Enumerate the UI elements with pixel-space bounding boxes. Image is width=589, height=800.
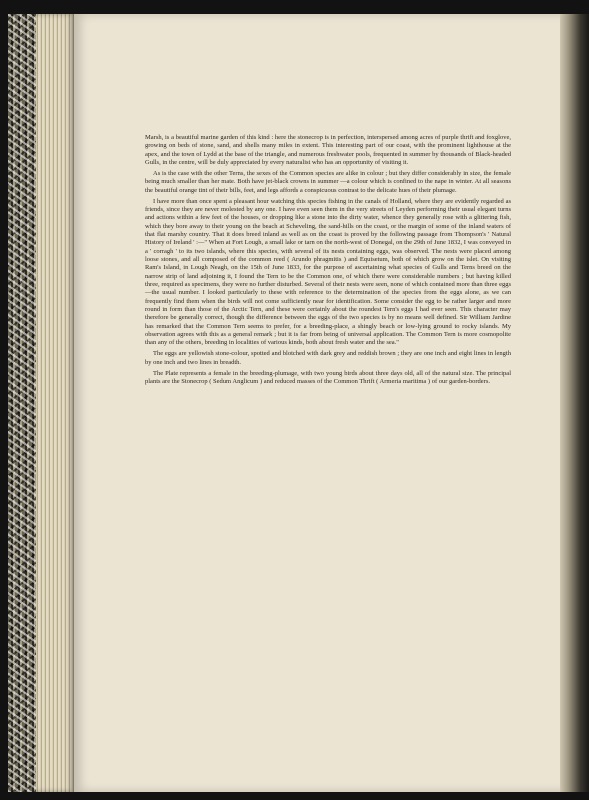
paragraph-1: Marsh, is a beautiful marine garden of this kind : here the stonecrop is in perfection, interspersed among acres of purple thrift and foxglove, growing on beds of stone, sand, and shells many miles in extent. This interesting part of our coast, with the prominent lighthouse at the apex, and the town of Lydd at the base of the triangle, and numerous freshwater pools, frequented in summer by thousands of Black-headed Gulls, in the centre, will be duly appreciated by every naturalist who has an opportunity of visiting it.	[145, 134, 511, 167]
paragraph-5: The Plate represents a female in the breeding-plumage, with two young birds about three days old, all of the natural size. The principal plants are the Stonecrop ( Sedum Anglicum ) and reduced masses of the Common Thrift ( Armeria maritima ) of our garden-borders.	[145, 369, 511, 385]
marbled-endpaper	[8, 14, 37, 792]
paragraph-4: The eggs are yellowish stone-colour, spotted and blotched with dark grey and reddish brown ; they are one inch and eight lines in length by one inch and two lines in breadth.	[145, 350, 511, 366]
gutter-shadow	[560, 14, 589, 792]
book-page	[74, 14, 568, 792]
paragraph-3: I have more than once spent a pleasant hour watching this species fishing in the canals of Holland, where they are evidently regarded as friends, since they are never molested by any one. I have even seen them in the very streets of Leyden performing their usual elegant turns and actions within a few feet of the houses, or dropping like a stone into the dirty water, whence they generally rose with a glittering fish, which they bore away to their young on the beach at Scheveling, the sand-hills on the coast, or the margin of some of the inland waters of that flat marshy country. That it does breed inland as well as on the coast is proved by the following passage from Thompson's ' Natural History of Ireland ' :—" When at Fort Lough, a small lake or tarn on the north-west of Donegal, on the 29th of June 1832, I was conveyed in a ' corragh ' to its two islands, where this species, with several of its nests containing eggs, was observed. The nests were placed among loose stones, and all composed of the common reed ( Arundo phragmitis ) and Equisetum, both of which grow on the islet. On visiting Ram's Island, in Lough Neagh, on the 15th of June 1833, for the purpose of ascertaining what species of Gulls and Terns breed on the narrow strip of land adjoining it, I found the Tern to be the Common one, of which there were considerable numbers ; but having killed three, required as specimens, they were no further disturbed. Several of their nests were seen, none of which contained more than three eggs—the usual number. I looked particularly to these with reference to the determination of the species from the eggs alone, as we can frequently find them when the birds will not come sufficiently near for identification. Some consider the egg to be rather larger and more round in form than those of the Arctic Tern, and these were certainly about the roundest Tern's eggs I had ever seen. This character may therefore be generally correct, though the difference between the eggs of the two species is by no means well defined. Sir William Jardine has remarked that the Common Tern seems to prefer, for a breeding-place, a shingly beach or low-lying ground to rocky islands. My observation agrees with this as a general remark ; but it is far from being of universal application. The Common Tern is more cosmopolite than any of the others, breeding in localities of various kinds, both about fresh water and the sea."	[145, 197, 511, 347]
body-text	[145, 134, 511, 389]
page-edges	[36, 14, 74, 792]
paragraph-2: As is the case with the other Terns, the sexes of the Common species are alike in colour ; but they differ considerably in size, the female being much smaller than her mate. Both have jet-black crowns in summer —a colour which is confined to the nape in winter. At all seasons the beautiful orange tint of their bills, feet, and legs affords a conspicuous contrast to the delicate hues of their plumage.	[145, 169, 511, 194]
